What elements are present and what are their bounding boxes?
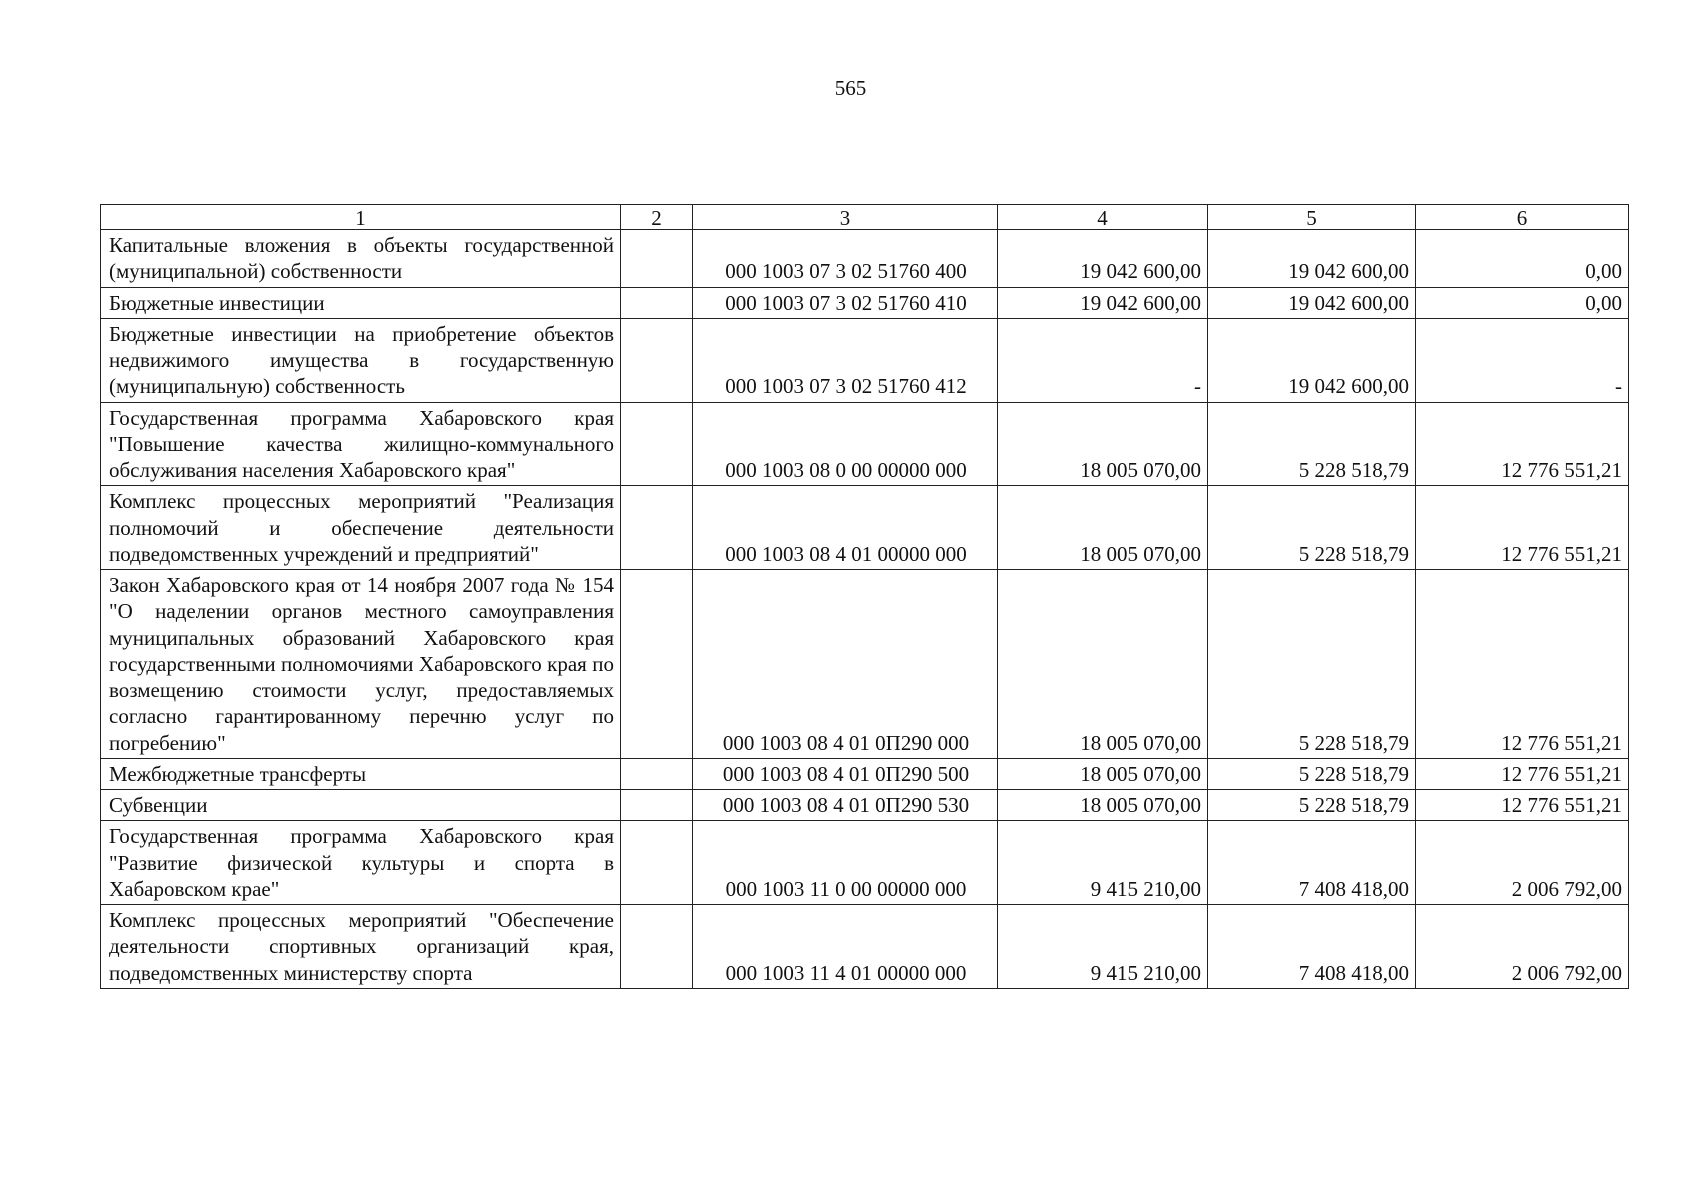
row-col5: 19 042 600,00 [1208, 230, 1416, 288]
row-code: 000 1003 08 4 01 0П290 000 [693, 570, 998, 759]
row-name: Закон Хабаровского края от 14 ноября 2007 года № 154 "О наделении органов местного самоуправления муниципальных образований Хабаровского края государственными полномочиями Хабаровского края по возмещению стоимости услуг, предоставляемых согласно гарантированному перечню услуг по погребению" [101, 570, 621, 759]
row-col4: 18 005 070,00 [998, 486, 1208, 570]
table-row [101, 287, 1629, 318]
column-header-3: 3 [693, 205, 998, 230]
row-col5: 7 408 418,00 [1208, 821, 1416, 905]
row-col5: 19 042 600,00 [1208, 287, 1416, 318]
column-header-5: 5 [1208, 205, 1416, 230]
row-code: 000 1003 08 0 00 00000 000 [693, 402, 998, 486]
row-col4: 18 005 070,00 [998, 790, 1208, 821]
row-col5: 19 042 600,00 [1208, 318, 1416, 402]
row-col4: 9 415 210,00 [998, 905, 1208, 989]
table-row [101, 758, 1629, 789]
row-name: Межбюджетные трансферты [101, 758, 621, 789]
row-col6: 12 776 551,21 [1416, 402, 1629, 486]
row-name: Государственная программа Хабаровского края "Развитие физической культуры и спорта в Хабаровском крае" [101, 821, 621, 905]
row-col4: 9 415 210,00 [998, 821, 1208, 905]
column-header-4: 4 [998, 205, 1208, 230]
table-row [101, 821, 1629, 905]
row-code: 000 1003 11 4 01 00000 000 [693, 905, 998, 989]
row-col6: 12 776 551,21 [1416, 570, 1629, 759]
page-number: 565 [834, 76, 867, 100]
column-header-1: 1 [101, 205, 621, 230]
row-col6: 2 006 792,00 [1416, 821, 1629, 905]
row-col4: 18 005 070,00 [998, 402, 1208, 486]
table-row [101, 790, 1629, 821]
row-col2 [621, 790, 693, 821]
row-col6: - [1416, 318, 1629, 402]
row-col4: 18 005 070,00 [998, 570, 1208, 759]
row-col6: 0,00 [1416, 287, 1629, 318]
row-col2 [621, 318, 693, 402]
column-header-2: 2 [621, 205, 693, 230]
row-col4: 19 042 600,00 [998, 287, 1208, 318]
row-name: Субвенции [101, 790, 621, 821]
table-row [101, 486, 1629, 570]
row-col4: 19 042 600,00 [998, 230, 1208, 288]
row-col2 [621, 905, 693, 989]
row-col2 [621, 758, 693, 789]
row-col4: 18 005 070,00 [998, 758, 1208, 789]
column-number-row [101, 205, 1629, 230]
row-col5: 5 228 518,79 [1208, 570, 1416, 759]
row-col2 [621, 570, 693, 759]
row-col2 [621, 230, 693, 288]
row-name: Бюджетные инвестиции на приобретение объектов недвижимого имущества в государственную (муниципальную) собственность [101, 318, 621, 402]
table-row [101, 570, 1629, 759]
row-col6: 0,00 [1416, 230, 1629, 288]
row-name: Бюджетные инвестиции [101, 287, 621, 318]
row-code: 000 1003 07 3 02 51760 400 [693, 230, 998, 288]
row-col2 [621, 486, 693, 570]
row-col4: - [998, 318, 1208, 402]
row-name: Комплекс процессных мероприятий "Реализация полномочий и обеспечение деятельности подведомственных учреждений и предприятий" [101, 486, 621, 570]
row-col2 [621, 821, 693, 905]
row-col5: 5 228 518,79 [1208, 402, 1416, 486]
row-col6: 12 776 551,21 [1416, 758, 1629, 789]
column-header-6: 6 [1416, 205, 1629, 230]
row-code: 000 1003 11 0 00 00000 000 [693, 821, 998, 905]
row-code: 000 1003 08 4 01 0П290 500 [693, 758, 998, 789]
table-body [101, 230, 1629, 989]
table-row [101, 318, 1629, 402]
row-col2 [621, 287, 693, 318]
row-name: Комплекс процессных мероприятий "Обеспечение деятельности спортивных организаций края, подведомственных министерству спорта [101, 905, 621, 989]
budget-table [100, 204, 1629, 989]
row-col6: 12 776 551,21 [1416, 486, 1629, 570]
row-col5: 5 228 518,79 [1208, 486, 1416, 570]
row-col6: 12 776 551,21 [1416, 790, 1629, 821]
row-col6: 2 006 792,00 [1416, 905, 1629, 989]
table-row [101, 905, 1629, 989]
row-col5: 7 408 418,00 [1208, 905, 1416, 989]
table-row [101, 230, 1629, 288]
row-code: 000 1003 08 4 01 0П290 530 [693, 790, 998, 821]
row-col5: 5 228 518,79 [1208, 790, 1416, 821]
table-header [101, 205, 1629, 230]
row-name: Капитальные вложения в объекты государственной (муниципальной) собственности [101, 230, 621, 288]
row-code: 000 1003 08 4 01 00000 000 [693, 486, 998, 570]
row-name: Государственная программа Хабаровского края "Повышение качества жилищно-коммунального обслуживания населения Хабаровского края" [101, 402, 621, 486]
row-code: 000 1003 07 3 02 51760 412 [693, 318, 998, 402]
table-row [101, 402, 1629, 486]
row-col2 [621, 402, 693, 486]
row-code: 000 1003 07 3 02 51760 410 [693, 287, 998, 318]
row-col5: 5 228 518,79 [1208, 758, 1416, 789]
